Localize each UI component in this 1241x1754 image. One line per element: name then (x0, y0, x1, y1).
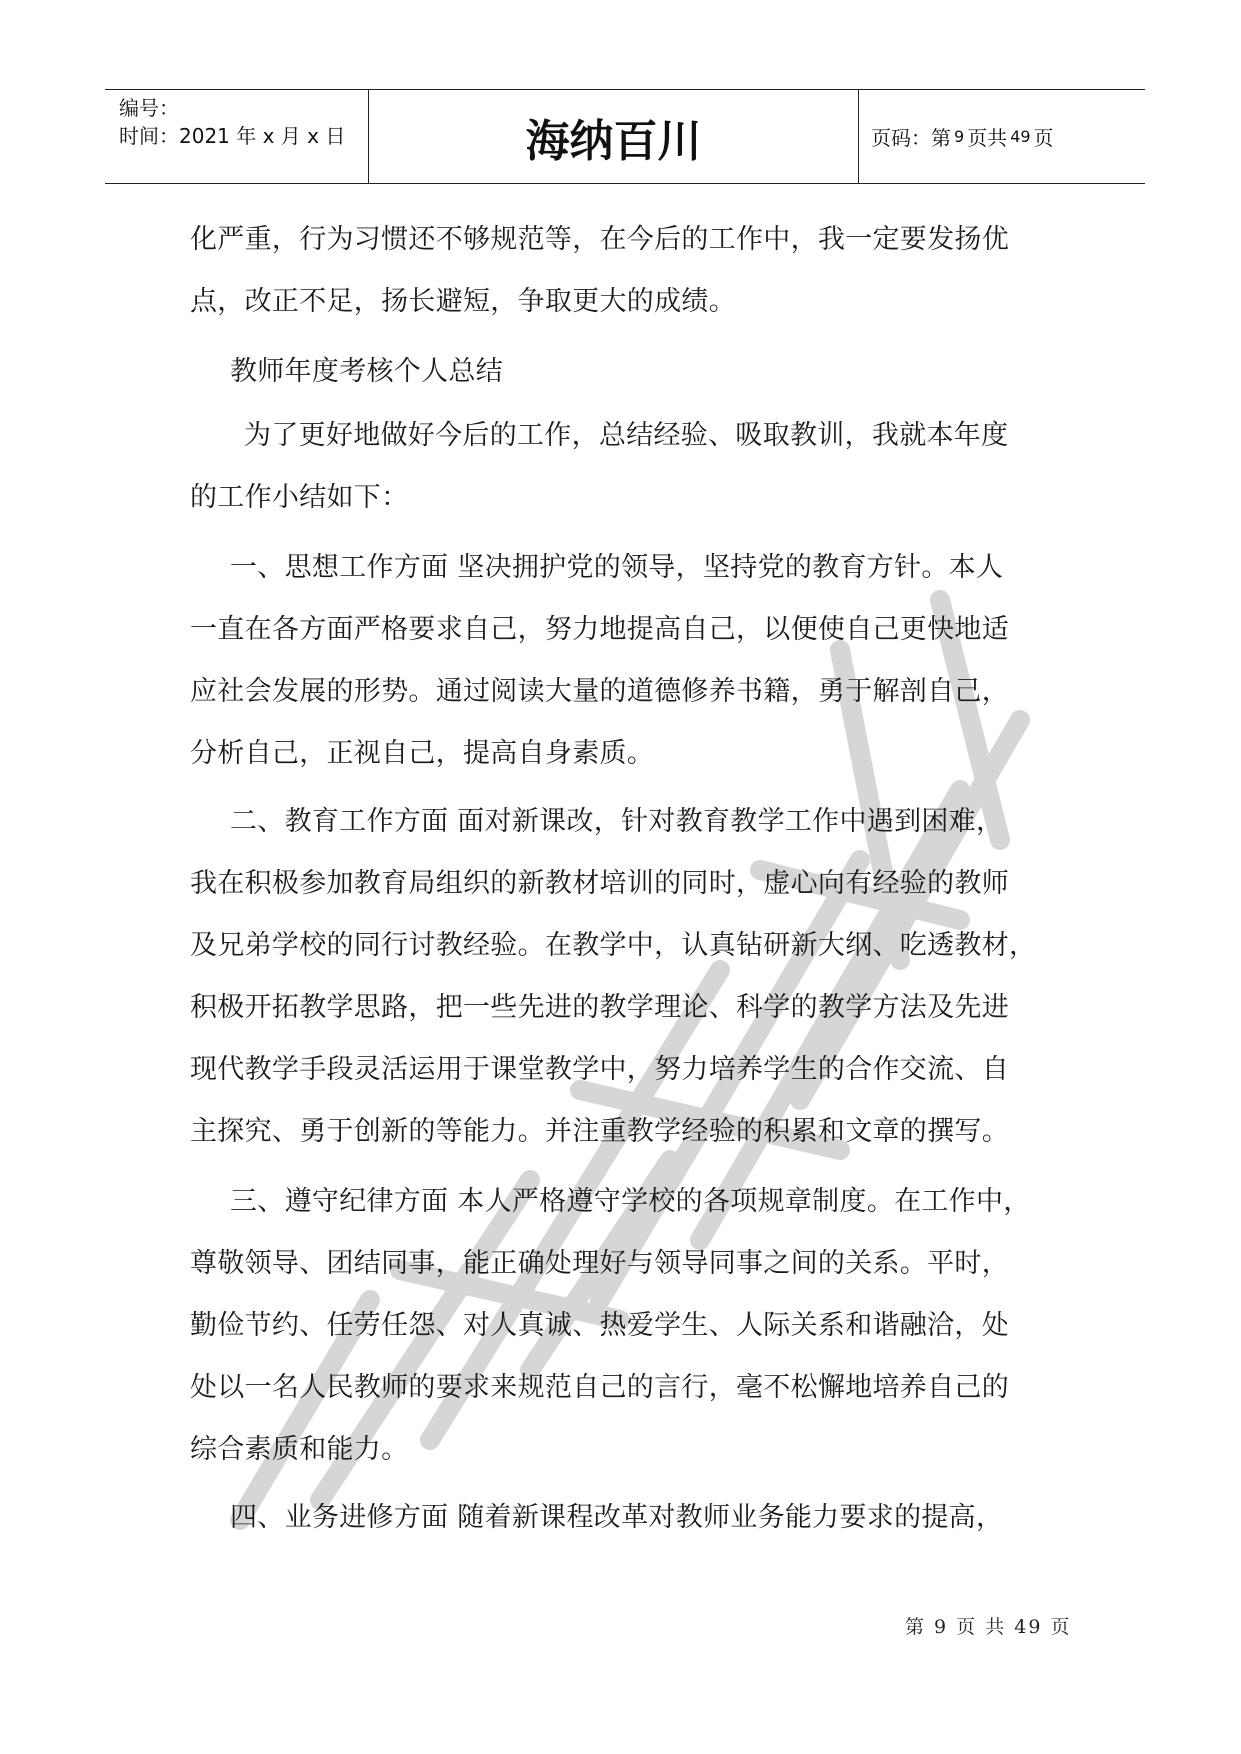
section-title: 教师年度考核个人总结 (230, 356, 503, 387)
body-line: 综合素质和能力。 (190, 1434, 409, 1465)
page-footer: 第 9 页 共 49 页 (905, 1616, 1072, 1638)
header-page-total: 49 (1010, 127, 1031, 146)
header-page-number: 9 (954, 127, 965, 146)
header-page-mid: 页共 (967, 126, 1008, 150)
header-page-prefix: 页码：第 (871, 126, 951, 150)
header-page-suffix: 页 (1033, 126, 1054, 150)
header-page-info (859, 90, 1145, 183)
header-meta (105, 90, 369, 183)
body-line: 四、业务进修方面 随着新课程改革对教师业务能力要求的提高， (230, 1502, 1004, 1533)
header-brand: 海纳百川 (369, 90, 859, 183)
body-line: 一直在各方面严格要求自己，努力地提高自己，以便使自己更快地适 (190, 614, 1009, 645)
body-line: 及兄弟学校的同行讨教经验。在教学中，认真钻研新大纲、吃透教材， (190, 930, 1037, 961)
body-line: 应社会发展的形势。通过阅读大量的道德修养书籍，勇于解剖自己， (190, 676, 1009, 707)
body-line: 三、遵守纪律方面 本人严格遵守学校的各项规章制度。在工作中， (230, 1186, 1031, 1217)
body-line: 尊敬领导、团结同事，能正确处理好与领导同事之间的关系。平时， (190, 1248, 1009, 1279)
body-line: 化严重，行为习惯还不够规范等，在今后的工作中，我一定要发扬优 (190, 224, 1009, 255)
page-header (105, 89, 1145, 184)
body-line: 分析自己，正视自己，提高自身素质。 (190, 738, 655, 769)
header-number-label: 编号： (119, 96, 179, 120)
body-line: 现代教学手段灵活运用于课堂教学中，努力培养学生的合作交流、自 (190, 1054, 1009, 1085)
header-time-label: 时间：2021 年 x 月 x 日 (119, 124, 346, 148)
body-line: 的工作小结如下： (190, 482, 409, 513)
body-line: 主探究、勇于创新的等能力。并注重教学经验的积累和文章的撰写。 (190, 1116, 1009, 1147)
body-line: 我在积极参加教育局组织的新教材培训的同时，虚心向有经验的教师 (190, 868, 1009, 899)
body-line: 积极开拓教学思路，把一些先进的教学理论、科学的教学方法及先进 (190, 992, 1009, 1023)
body-line: 一、思想工作方面 坚决拥护党的领导，坚持党的教育方针。本人 (230, 552, 1004, 583)
body-line: 为了更好地做好今后的工作，总结经验、吸取教训，我就本年度 (244, 420, 1009, 451)
body-line: 点，改正不足，扬长避短，争取更大的成绩。 (190, 286, 736, 317)
body-line: 处以一名人民教师的要求来规范自己的言行，毫不松懈地培养自己的 (190, 1372, 1009, 1403)
body-line: 二、教育工作方面 面对新课改，针对教育教学工作中遇到困难， (230, 806, 1004, 837)
body-line: 勤俭节约、任劳任怨、对人真诚、热爱学生、人际关系和谐融洽，处 (190, 1310, 1009, 1341)
